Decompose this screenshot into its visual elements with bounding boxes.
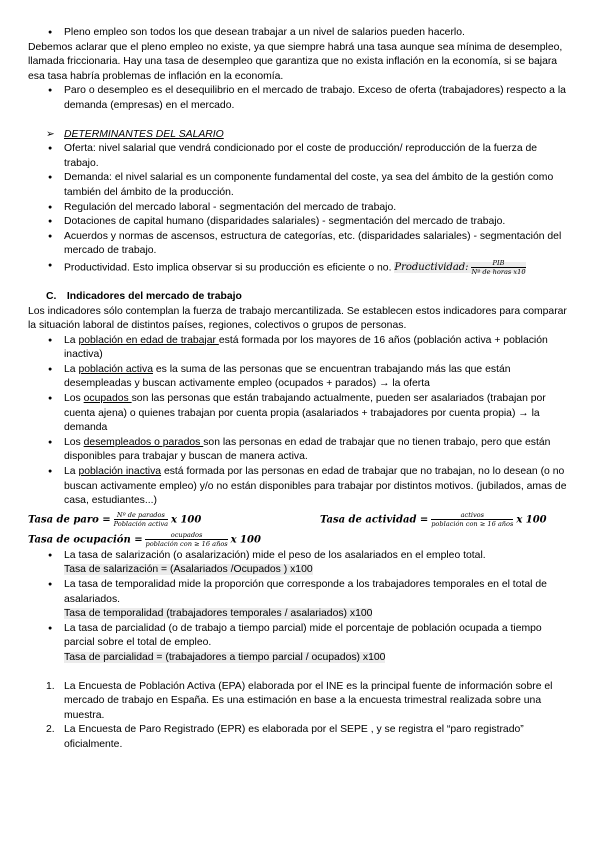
bullet-dot: ● — [48, 624, 53, 632]
section-title: Indicadores del mercado de trabajo — [66, 290, 242, 302]
indicador-item — [28, 436, 573, 465]
indicador-item — [28, 392, 573, 436]
formula-fraction — [471, 259, 525, 276]
indicador-description: está formada por las personas en edad de trabajar que no trabajan, no lo desean (o no buscan activamente empleo) y/o no están disponibles para trabajar por distintos motivos. (jubilados, amas de casa, estudiantes...) — [64, 466, 567, 507]
formula-multiplier: x 100 — [230, 534, 261, 546]
formula-label: Tasa de paro = — [28, 514, 111, 526]
indicador-term: ocupados — [83, 393, 132, 405]
fraction-denominator: población con ≥ 16 años — [145, 539, 228, 548]
productividad-formula — [394, 258, 526, 276]
item-number: 1. — [46, 680, 55, 692]
formula-label: Tasa de actividad = — [320, 514, 429, 526]
bullet-dot: ● — [48, 232, 53, 240]
bullet-dot: ● — [48, 438, 53, 446]
item-text: La Encuesta de Paro Registrado (EPR) es elaborada por el SEPE , y se registra el “paro registrado” oficialmente. — [64, 724, 524, 750]
tasa-item — [28, 578, 573, 607]
formula-row-ocupacion — [28, 529, 573, 549]
item-number: 2. — [46, 724, 55, 736]
bullet-text: Paro o desempleo es el desequilibrio en el mercado de trabajo. Exceso de oferta (trabajadores) respecto a la demanda (empresas) en el mercado. — [64, 85, 566, 111]
bullet-text: Oferta: nivel salarial que vendrá condicionado por el coste de producción/ reproducción de la fuerza de trabajo. — [64, 143, 538, 169]
tasa-formula: Tasa de parcialidad = (trabajadores a tiempo parcial / ocupados) x100 — [64, 651, 386, 663]
bullet-text: La tasa de salarización (o asalarización) mide el peso de los asalariados en el empleo total. — [64, 549, 486, 561]
bullet-dot: ● — [48, 174, 53, 182]
fraction-denominator: población con ≥ 16 años — [431, 519, 514, 528]
paragraph-friccionaria: Debemos aclarar que el pleno empleo no existe, ya que siempre habrá una tasa aunque sea mínima de desempleo, llamada friccionaria. Hay una tasa de desempleo que garantiza que no exista inflación en la economía, si se bajara esa tasa habría problemas de inflación en la economía. — [28, 41, 563, 82]
determinantes-list — [28, 142, 573, 259]
indicador-item — [28, 334, 573, 363]
indicador-description: son las personas en edad de trabajar que no tienen trabajo, pero que están disponibles para trabajar y buscan de manera activa. — [64, 436, 551, 463]
bullet-text — [64, 335, 548, 361]
bullet-text — [64, 393, 546, 433]
bullet-text — [64, 364, 511, 390]
determinante-item — [28, 201, 573, 216]
formula-row-paro-actividad — [28, 509, 573, 529]
bullet-text: Acuerdos y normas de ascensos, estructura de categorías, etc. (disparidades salariales) - segmentación del mercado de trabajo. — [64, 230, 562, 257]
determinante-item — [28, 215, 573, 230]
indicador-term: población inactiva — [78, 466, 162, 478]
fraction-denominator: Nº de horas x10 — [471, 267, 526, 276]
indicador-description: son las personas que están trabajando actualmente, pueden ser asalariados (trabajan por cuenta ajena) o quienes trabajan por cuenta propia (asalariados + trabajadores por cuenta propia) → la demanda — [64, 393, 546, 434]
bullet-dot: ● — [48, 87, 53, 95]
formula-fraction — [114, 511, 169, 528]
indicador-term: población activa — [78, 363, 153, 375]
formula-tasa-paro — [28, 511, 201, 528]
arrow-bullet-icon: ➢ — [46, 128, 55, 140]
bullet-text: Demanda: el nivel salarial es un componente fundamental del coste, ya sea del ámbito de la gestión como también del ámbito de la producción. — [64, 172, 554, 198]
indicador-prefix: La — [64, 466, 79, 478]
tasa-item — [28, 549, 573, 564]
tasa-formula: Tasa de salarización = (Asalariados /Ocupados ) x100 — [64, 564, 313, 576]
bullet-dot: ● — [48, 468, 53, 476]
formula-label: Productividad: — [394, 262, 469, 274]
section-c-heading — [28, 290, 573, 305]
bullet-text — [64, 437, 550, 463]
formula-fraction — [145, 531, 227, 548]
indicador-term: desempleados o parados — [83, 436, 204, 448]
bullet-text: La tasa de temporalidad mide la proporción que corresponde a los trabajadores temporales en el total de asalariados. — [64, 579, 547, 605]
indicador-description: está formada por los mayores de 16 años (población activa + población inactiva) — [64, 334, 548, 361]
section-letter: C. — [46, 290, 57, 302]
fraction-numerator: activos — [431, 511, 513, 520]
bullet-dot: ● — [48, 218, 53, 226]
bullet-dot: ● — [48, 29, 53, 36]
bullet-dot: ● — [48, 395, 53, 403]
bullet-text: Productividad. Esto implica observar si su producción es eficiente o no. — [64, 262, 392, 274]
formula-tasa-actividad — [320, 511, 547, 528]
tasa-formula-line — [28, 563, 573, 578]
formula-label: Tasa de ocupación = — [28, 534, 143, 546]
fraction-denominator: Población activa — [113, 519, 169, 528]
section-heading: DETERMINANTES DEL SALARIO — [64, 128, 224, 140]
tasa-formula: Tasa de temporalidad (trabajadores temporales / asalariados) x100 — [64, 608, 373, 620]
numbered-item — [28, 680, 573, 724]
tasa-formula-line — [28, 651, 573, 666]
tasas-list — [28, 549, 573, 666]
bullet-dot: ● — [48, 365, 53, 373]
determinante-item — [28, 230, 573, 259]
bullet-text — [64, 466, 567, 506]
indicadores-list — [28, 334, 573, 509]
bullet-text: Regulación del mercado laboral - segmentación del mercado de trabajo. — [64, 201, 397, 213]
bullet-text: Dotaciones de capital humano (disparidades salariales) - segmentación del mercado de trabajo. — [64, 216, 506, 228]
item-text: La Encuesta de Población Activa (EPA) elaborada por el INE es la principal fuente de información sobre el mercado de trabajo en España. Es una estimación en base a la encuesta trimestral realizada sobre una muestra. — [64, 680, 553, 721]
determinantes-heading — [28, 128, 573, 143]
bullet-pleno-empleo — [28, 26, 573, 41]
bullet-dot: ● — [48, 145, 53, 153]
fraction-numerator: Nº de parados — [114, 511, 169, 520]
fraction-numerator: ocupados — [145, 531, 227, 540]
numbered-list — [28, 680, 573, 753]
bullet-dot: ● — [48, 203, 53, 211]
bullet-dot: ● — [48, 261, 53, 269]
formula-multiplier: x 100 — [516, 514, 547, 526]
bullet-paro — [28, 84, 573, 113]
bullet-text: Pleno empleo son todos los que desean trabajar a un nivel de salarios pueden hacerlo. — [64, 27, 465, 38]
bullet-dot: ● — [48, 551, 53, 559]
indicador-prefix: Los — [64, 393, 84, 405]
document-page — [28, 26, 573, 753]
numbered-item — [28, 723, 573, 752]
fraction-numerator: PIB — [471, 259, 525, 268]
indicadores-intro: Los indicadores sólo contemplan la fuerza de trabajo mercantilizada. Se establecen estos indicadores para comparar la situación laboral de distintos países, regiones, colectivos o grupos de personas. — [28, 305, 567, 332]
indicador-item — [28, 363, 573, 392]
indicador-term: población en edad de trabajar — [78, 334, 219, 346]
indicador-prefix: Los — [64, 436, 84, 448]
bullet-text: La tasa de parcialidad (o de trabajo a tiempo parcial) mide el porcentaje de población ocupada a tiempo parcial sobre el total de empleo. — [64, 622, 542, 649]
bullet-productividad — [28, 259, 573, 276]
indicador-prefix: La — [64, 334, 79, 346]
indicador-prefix: La — [64, 363, 79, 375]
indicador-description: es la suma de las personas que se encuentran trabajando más las que están desempleadas y buscan activamente empleo (ocupados + parados) → la oferta — [64, 363, 511, 390]
formula-fraction — [431, 511, 513, 528]
tasa-item — [28, 622, 573, 651]
determinante-item — [28, 171, 573, 200]
formula-multiplier: x 100 — [171, 514, 202, 526]
formula-tasa-ocupacion — [28, 531, 261, 548]
determinante-item — [28, 142, 573, 171]
tasa-formula-line — [28, 607, 573, 622]
indicador-item — [28, 465, 573, 509]
bullet-dot: ● — [48, 336, 53, 344]
bullet-dot: ● — [48, 581, 53, 588]
